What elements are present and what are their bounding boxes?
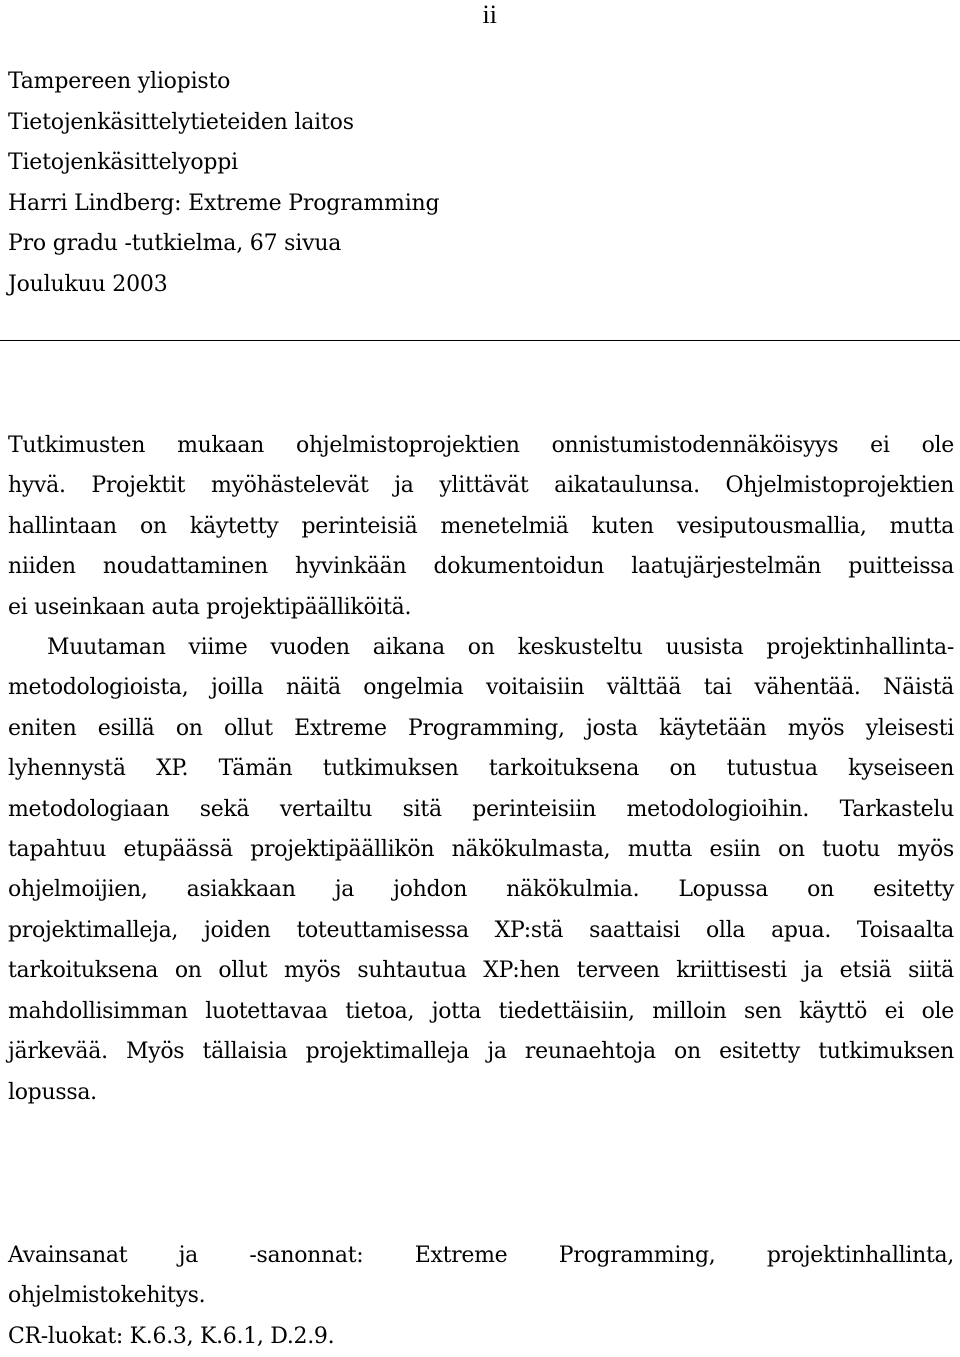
university-name: Tampereen yliopisto — [8, 69, 231, 94]
department-name: Tietojenkäsittelytieteiden laitos — [8, 109, 354, 135]
text-line: hyvä. Projektit myöhästelevät ja ylittävät aikataulunsa. Ohjelmistoprojektien — [8, 473, 954, 499]
text-line: niiden noudattaminen hyvinkään dokumentoidun laatujärjestelmän puitteissa — [8, 554, 954, 580]
abstract-body — [8, 426, 954, 1113]
abstract-paragraph-2 — [8, 628, 954, 1113]
cr-classes: CR-luokat: K.6.3, K.6.1, D.2.9. — [8, 1323, 335, 1349]
thesis-date: Joulukuu 2003 — [8, 271, 168, 297]
text-line: järkevää. Myös tällaisia projektimalleja ja reunaehtoja on esitetty tutkimuksen — [8, 1039, 954, 1065]
text-line: tapahtuu etupäässä projektipäällikön näkökulmasta, mutta esiin on tuotu myös — [8, 837, 954, 863]
subject-name: Tietojenkäsittelyoppi — [8, 150, 239, 175]
text-line: ohjelmoijien, asiakkaan ja johdon näkökulmia. Lopussa on esitetty — [8, 877, 954, 903]
text-line: mahdollisimman luotettavaa tietoa, jotta tiedettäisiin, milloin sen käyttö ei ole — [8, 998, 954, 1024]
horizontal-divider — [0, 340, 960, 341]
text-line: lopussa. — [8, 1079, 97, 1105]
text-line: lyhennystä XP. Tämän tutkimuksen tarkoituksena on tutustua kyseiseen — [8, 756, 954, 782]
keywords-line: Avainsanat ja -sanonnat: Extreme Programming, projektinhallinta, — [8, 1243, 954, 1268]
thesis-type-pages: Pro gradu -tutkielma, 67 sivua — [8, 231, 342, 256]
text-line: metodologiaan sekä vertailtu sitä perinteisiin metodologioihin. Tarkastelu — [8, 796, 954, 822]
keywords-section — [8, 1236, 954, 1357]
text-line: projektimalleja, joiden toteuttamisessa XP:stä saattaisi olla apua. Toisaalta — [8, 917, 954, 943]
author-and-title: Harri Lindberg: Extreme Programming — [8, 190, 440, 216]
abstract-paragraph-1 — [8, 426, 954, 628]
text-line: eniten esillä on ollut Extreme Programming, josta käytetään myös yleisesti — [8, 715, 954, 741]
keywords-line-continued: ohjelmistokehitys. — [8, 1283, 206, 1309]
page-number: ii — [482, 0, 497, 29]
thesis-header — [8, 62, 439, 305]
text-line: Tutkimusten mukaan ohjelmistoprojektien onnistumistodennäköisyys ei ole — [8, 433, 954, 458]
text-line: ei useinkaan auta projektipäälliköitä. — [8, 594, 412, 620]
text-line: tarkoituksena on ollut myös suhtautua XP:hen terveen kriittisesti ja etsiä siitä — [8, 958, 954, 984]
text-line: Muutaman viime vuoden aikana on keskusteltu uusista projektinhallinta- — [47, 635, 954, 661]
text-line: metodologioista, joilla näitä ongelmia voitaisiin välttää tai vähentää. Näistä — [8, 675, 954, 701]
text-line: hallintaan on käytetty perinteisiä menetelmiä kuten vesiputousmallia, mutta — [8, 513, 954, 539]
